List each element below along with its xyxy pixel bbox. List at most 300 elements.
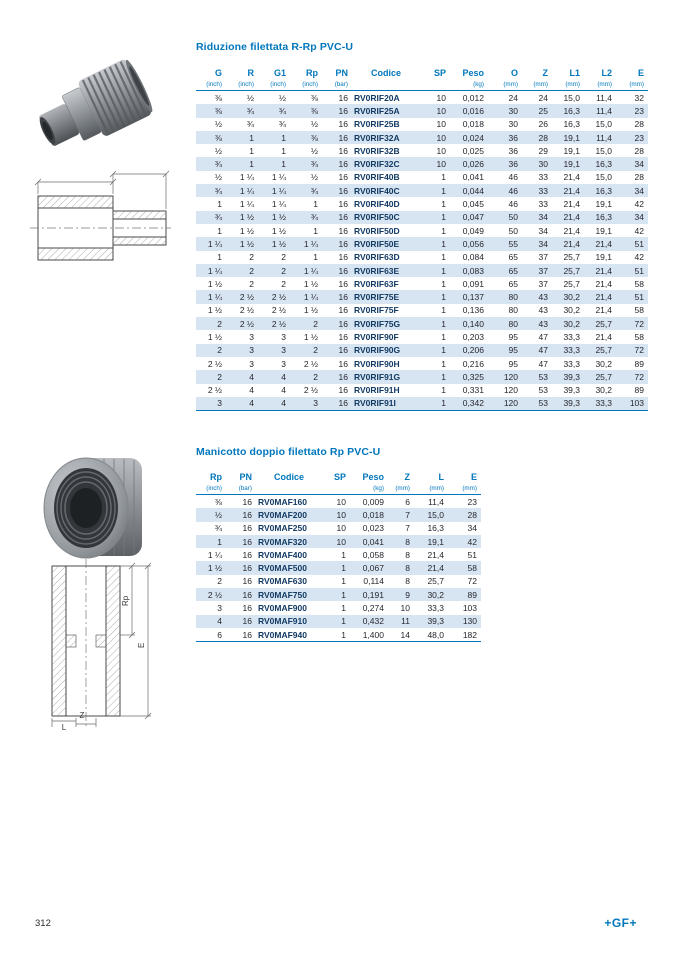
column-unit: (kg) — [450, 78, 488, 91]
value-cell: 53 — [538, 385, 548, 396]
value-cell: 4 — [249, 385, 254, 396]
value-cell: 0,067 — [362, 563, 384, 574]
column-unit — [352, 78, 422, 91]
code-cell: RV0MAF910 — [258, 616, 307, 627]
code-cell: RV0MAF500 — [258, 563, 307, 574]
value-cell: 4 — [217, 616, 222, 627]
value-cell: 1 ¼ — [207, 549, 222, 560]
value-cell: 58 — [634, 305, 644, 316]
value-cell: 19,1 — [595, 225, 612, 236]
value-cell: 16 — [338, 199, 348, 210]
value-cell: 1 — [422, 397, 450, 411]
value-cell: 0,325 — [462, 371, 484, 382]
value-cell: 11 — [401, 616, 410, 627]
value-cell: 1 ½ — [239, 238, 254, 249]
table-row — [196, 131, 648, 144]
value-cell: 16 — [338, 172, 348, 183]
value-cell: 33,3 — [563, 358, 580, 369]
value-cell: 11,4 — [428, 496, 444, 507]
value-cell: ¾ — [310, 212, 318, 223]
value-cell: 2 — [217, 318, 222, 329]
table-row — [196, 157, 648, 170]
column-header: PN — [239, 472, 252, 482]
value-cell: 1 — [441, 305, 446, 316]
value-cell: 7 — [405, 509, 410, 520]
manicotto-section-title: Manicotto doppio filettato Rp PVC-U — [196, 446, 381, 458]
column-unit: (mm) — [616, 78, 648, 91]
table-header — [196, 472, 481, 495]
value-cell: 58 — [634, 278, 644, 289]
value-cell: 3 — [281, 345, 286, 356]
value-cell: 33,3 — [563, 331, 580, 342]
column-header: R — [247, 68, 254, 78]
value-cell: 1 — [217, 199, 222, 210]
value-cell: 2 — [217, 576, 222, 587]
table-row — [196, 357, 648, 370]
value-cell: 11,4 — [596, 132, 612, 143]
value-cell: 2 ½ — [271, 305, 286, 316]
value-cell: 0,084 — [462, 252, 484, 263]
column-unit: (bar) — [226, 482, 256, 495]
value-cell: 16,3 — [595, 212, 612, 223]
value-cell: ½ — [214, 172, 222, 183]
value-cell: 28 — [467, 509, 477, 520]
value-cell: 2 — [313, 318, 318, 329]
value-cell: 21,4 — [563, 172, 580, 183]
table-row — [196, 304, 648, 317]
value-cell: 4 — [281, 385, 286, 396]
value-cell: 36 — [508, 159, 518, 170]
value-cell: 30 — [508, 119, 518, 130]
value-cell: 10 — [436, 145, 446, 156]
value-cell: 21,4 — [595, 292, 612, 303]
value-cell: 10 — [436, 132, 446, 143]
value-cell: 3 — [281, 358, 286, 369]
value-cell: 16 — [242, 523, 252, 534]
value-cell: 3 — [217, 603, 222, 614]
column-unit: (mm) — [488, 78, 522, 91]
value-cell: 182 — [448, 628, 481, 642]
value-cell: 10 — [336, 536, 346, 547]
value-cell: 25,7 — [563, 278, 580, 289]
value-cell: 1 ¼ — [303, 292, 318, 303]
value-cell: ½ — [214, 119, 222, 130]
code-cell: RV0RIF20A — [354, 92, 400, 103]
table-row — [196, 575, 481, 588]
column-unit: (mm) — [448, 482, 481, 495]
value-cell: 7 — [405, 523, 410, 534]
code-cell: RV0RIF90H — [354, 358, 400, 369]
value-cell: 16 — [338, 345, 348, 356]
table-row — [196, 628, 481, 642]
value-cell: 30,2 — [595, 358, 612, 369]
value-cell: ¾ — [214, 159, 222, 170]
value-cell: 1 ¼ — [207, 292, 222, 303]
value-cell: 25,7 — [563, 265, 580, 276]
value-cell: 53 — [538, 371, 548, 382]
code-cell: RV0RIF40B — [354, 172, 400, 183]
column-header: Rp — [306, 68, 318, 78]
value-cell: 0,140 — [462, 318, 484, 329]
value-cell: 103 — [616, 397, 648, 411]
value-cell: 0,432 — [362, 616, 384, 627]
value-cell: 2 — [249, 278, 254, 289]
value-cell: 1 — [249, 145, 254, 156]
code-cell: RV0RIF90F — [354, 331, 399, 342]
code-cell: RV0MAF750 — [258, 589, 307, 600]
value-cell: 37 — [538, 278, 548, 289]
value-cell: ⅜ — [310, 105, 318, 116]
value-cell: 39,3 — [563, 385, 580, 396]
value-cell: 32 — [634, 92, 644, 103]
value-cell: 16 — [338, 252, 348, 263]
value-cell: 1 ¼ — [303, 238, 318, 249]
value-cell: 0,342 — [450, 397, 488, 411]
value-cell: 28 — [634, 119, 644, 130]
value-cell: 95 — [508, 345, 518, 356]
value-cell: 23 — [634, 132, 644, 143]
value-cell: 16 — [338, 145, 348, 156]
value-cell: 10 — [336, 523, 346, 534]
value-cell: 8 — [405, 576, 410, 587]
value-cell: 19,1 — [563, 132, 580, 143]
value-cell: 1 — [281, 159, 286, 170]
table-row — [196, 535, 481, 548]
code-cell: RV0RIF90G — [354, 345, 401, 356]
value-cell: 16 — [242, 576, 252, 587]
table-row — [196, 317, 648, 330]
value-cell: 25,7 — [595, 345, 612, 356]
value-cell: 37 — [538, 265, 548, 276]
code-cell: RV0RIF32B — [354, 145, 400, 156]
value-cell: 16 — [338, 278, 348, 289]
value-cell: 23 — [634, 105, 644, 116]
table-row — [196, 495, 481, 509]
value-cell: 3 — [290, 397, 322, 411]
value-cell: 0,083 — [462, 265, 484, 276]
value-cell: 1 ¼ — [271, 172, 286, 183]
value-cell: 0,016 — [462, 105, 484, 116]
value-cell: 25,7 — [595, 371, 612, 382]
value-cell: 0,216 — [462, 358, 484, 369]
value-cell: 1 ¼ — [271, 185, 286, 196]
value-cell: 34 — [634, 212, 644, 223]
value-cell: 16 — [338, 385, 348, 396]
table-row — [196, 344, 648, 357]
column-unit: (mm) — [522, 78, 552, 91]
value-cell: 37 — [538, 252, 548, 263]
value-cell: 80 — [508, 305, 518, 316]
value-cell: 3 — [249, 345, 254, 356]
value-cell: 36 — [508, 145, 518, 156]
value-cell: 25,7 — [427, 576, 444, 587]
value-cell: 16,3 — [563, 105, 580, 116]
value-cell: 16 — [338, 225, 348, 236]
reducer-product-photo — [36, 50, 156, 170]
value-cell: 42 — [634, 252, 644, 263]
value-cell: ½ — [278, 92, 286, 103]
value-cell: 2 — [281, 278, 286, 289]
column-header: L1 — [569, 68, 580, 78]
table-row — [196, 184, 648, 197]
value-cell: 10 — [336, 509, 346, 520]
column-header: E — [637, 68, 644, 78]
value-cell: 120 — [503, 385, 518, 396]
table-row — [196, 237, 648, 250]
value-cell: 16 — [338, 185, 348, 196]
value-cell: 2 ½ — [271, 292, 286, 303]
column-header: L — [438, 472, 444, 482]
value-cell: 21,4 — [563, 225, 580, 236]
value-cell: 10 — [400, 603, 410, 614]
value-cell: 1 — [441, 238, 446, 249]
value-cell: 39,3 — [427, 616, 444, 627]
value-cell: 2 — [249, 265, 254, 276]
value-cell: 1 — [217, 536, 222, 547]
value-cell: 0,041 — [362, 536, 384, 547]
code-cell: RV0RIF50D — [354, 225, 400, 236]
value-cell: 28 — [634, 172, 644, 183]
code-cell: RV0RIF40D — [354, 199, 400, 210]
value-cell: 10 — [436, 92, 446, 103]
value-cell: 0,203 — [462, 331, 484, 342]
value-cell: 16 — [338, 292, 348, 303]
value-cell: ⅜ — [310, 92, 318, 103]
value-cell: 0,274 — [362, 603, 384, 614]
value-cell: 0,056 — [462, 238, 484, 249]
value-cell: 30,2 — [563, 305, 580, 316]
value-cell: 0,041 — [462, 172, 484, 183]
value-cell: ½ — [246, 92, 254, 103]
value-cell: 16 — [338, 132, 348, 143]
value-cell: 3 — [281, 331, 286, 342]
value-cell: 16 — [242, 616, 252, 627]
value-cell: 1 — [441, 292, 446, 303]
value-cell: 16 — [338, 159, 348, 170]
value-cell: 1 ¼ — [207, 265, 222, 276]
value-cell: 0,191 — [362, 589, 384, 600]
value-cell: 0,025 — [462, 145, 484, 156]
value-cell: 24 — [508, 92, 518, 103]
socket-product-photo — [40, 448, 155, 573]
dim-label-z: Z — [79, 711, 85, 720]
value-cell: 1 — [313, 252, 318, 263]
value-cell: 21,4 — [563, 238, 580, 249]
value-cell: 1 — [441, 385, 446, 396]
value-cell: 1 — [217, 252, 222, 263]
value-cell: 1 ¼ — [239, 185, 254, 196]
value-cell: 36 — [508, 132, 518, 143]
table-row — [196, 508, 481, 521]
column-header: Z — [404, 472, 410, 482]
value-cell: ¾ — [214, 212, 222, 223]
value-cell: 2 ½ — [271, 318, 286, 329]
value-cell: 89 — [467, 589, 477, 600]
value-cell: 19,1 — [563, 159, 580, 170]
table-row — [196, 264, 648, 277]
value-cell: 0,049 — [462, 225, 484, 236]
value-cell: 1 — [441, 225, 446, 236]
column-unit: (inch) — [196, 482, 226, 495]
value-cell: 21,4 — [595, 238, 612, 249]
code-cell: RV0RIF50C — [354, 212, 400, 223]
value-cell: 120 — [488, 397, 522, 411]
riduzione-section-title: Riduzione filettata R-Rp PVC-U — [196, 41, 353, 53]
value-cell: 2 ½ — [239, 292, 254, 303]
value-cell: 80 — [508, 292, 518, 303]
value-cell: 0,206 — [462, 345, 484, 356]
value-cell: 25,7 — [563, 252, 580, 263]
value-cell: 2 — [249, 252, 254, 263]
value-cell: 16 — [242, 496, 252, 507]
column-header: O — [510, 68, 518, 78]
code-cell: RV0RIF63D — [354, 252, 400, 263]
value-cell: 8 — [405, 536, 410, 547]
value-cell: 16 — [338, 92, 348, 103]
value-cell: 1 — [341, 563, 346, 574]
value-cell: 16,3 — [427, 523, 444, 534]
table-row — [196, 118, 648, 131]
value-cell: 0,023 — [362, 523, 384, 534]
value-cell: 1 ½ — [207, 278, 222, 289]
value-cell: 8 — [405, 549, 410, 560]
value-cell: 1 — [313, 199, 318, 210]
value-cell: 10 — [436, 119, 446, 130]
value-cell: 1 ½ — [303, 331, 318, 342]
value-cell: 1 ½ — [303, 278, 318, 289]
table-row — [196, 251, 648, 264]
value-cell: 33,3 — [427, 603, 444, 614]
value-cell: 42 — [634, 199, 644, 210]
value-cell: 8 — [405, 563, 410, 574]
code-cell: RV0RIF75G — [354, 318, 401, 329]
column-unit — [256, 482, 324, 495]
value-cell: 1 — [341, 589, 346, 600]
value-cell: ¾ — [310, 185, 318, 196]
value-cell: 55 — [508, 238, 518, 249]
value-cell: 30,2 — [595, 385, 612, 396]
table-body — [196, 91, 648, 411]
value-cell: 2 — [281, 265, 286, 276]
value-cell: 4 — [226, 397, 258, 411]
value-cell: 72 — [467, 576, 477, 587]
value-cell: 2 ½ — [303, 358, 318, 369]
value-cell: 1 — [341, 603, 346, 614]
table-row — [196, 224, 648, 237]
value-cell: 1 — [249, 159, 254, 170]
column-unit: (inch) — [290, 78, 322, 91]
value-cell: 16,3 — [595, 185, 612, 196]
value-cell: 39,3 — [552, 397, 584, 411]
value-cell: 58 — [467, 563, 477, 574]
value-cell: 103 — [462, 603, 477, 614]
value-cell: 16 — [242, 549, 252, 560]
value-cell: 10 — [436, 105, 446, 116]
value-cell: 130 — [462, 616, 477, 627]
value-cell: 2 — [281, 252, 286, 263]
column-header: G1 — [273, 68, 286, 78]
value-cell: 33,3 — [584, 397, 616, 411]
value-cell: 16 — [242, 603, 252, 614]
value-cell: 16 — [338, 105, 348, 116]
value-cell: 1 — [341, 549, 346, 560]
value-cell: 11,4 — [596, 105, 612, 116]
value-cell: 30 — [538, 159, 548, 170]
manicotto-doppio-table — [196, 472, 477, 642]
value-cell: 43 — [538, 318, 548, 329]
value-cell: 2 ½ — [207, 358, 222, 369]
value-cell: 0,018 — [362, 509, 384, 520]
value-cell: 0,045 — [462, 199, 484, 210]
riduzione-filettata-table — [196, 68, 644, 411]
value-cell: 15,0 — [595, 119, 612, 130]
table-row — [196, 522, 481, 535]
column-unit: (mm) — [388, 482, 414, 495]
code-cell: RV0RIF91I — [352, 397, 422, 411]
value-cell: 16 — [338, 331, 348, 342]
value-cell: ¾ — [310, 159, 318, 170]
table-row — [196, 330, 648, 343]
value-cell: 1 — [341, 576, 346, 587]
value-cell: 15,0 — [427, 509, 444, 520]
value-cell: 1 — [441, 185, 446, 196]
value-cell: 23 — [467, 496, 477, 507]
value-cell: 47 — [538, 345, 548, 356]
code-cell: RV0MAF900 — [258, 603, 307, 614]
value-cell: 16 — [242, 589, 252, 600]
value-cell: 33 — [538, 199, 548, 210]
code-cell: RV0MAF160 — [258, 496, 307, 507]
value-cell: 42 — [467, 536, 477, 547]
value-cell: 1 — [324, 628, 350, 642]
gf-brand-logo: +GF+ — [604, 916, 637, 930]
value-cell: 47 — [538, 331, 548, 342]
value-cell: 0,114 — [363, 576, 384, 587]
value-cell: 33 — [538, 185, 548, 196]
code-cell: RV0RIF91H — [354, 385, 400, 396]
value-cell: 0,091 — [462, 278, 484, 289]
value-cell: 28 — [538, 132, 548, 143]
value-cell: 16 — [242, 536, 252, 547]
value-cell: 1 — [441, 358, 446, 369]
value-cell: 34 — [634, 159, 644, 170]
value-cell: 34 — [467, 523, 477, 534]
value-cell: 21,4 — [563, 199, 580, 210]
value-cell: 30,2 — [563, 318, 580, 329]
value-cell: 16,3 — [595, 159, 612, 170]
value-cell: 21,4 — [563, 212, 580, 223]
value-cell: 15,0 — [595, 145, 612, 156]
value-cell: 0,058 — [362, 549, 384, 560]
value-cell: ¾ — [278, 119, 286, 130]
value-cell: 51 — [634, 265, 644, 276]
code-cell: RV0RIF91G — [354, 371, 401, 382]
value-cell: 19,1 — [427, 536, 444, 547]
value-cell: ¾ — [278, 105, 286, 116]
value-cell: 33 — [538, 172, 548, 183]
value-cell: 1 ½ — [239, 225, 254, 236]
value-cell: 1 ¼ — [207, 238, 222, 249]
value-cell: 16 — [338, 238, 348, 249]
table-row — [196, 588, 481, 601]
value-cell: 47 — [538, 358, 548, 369]
value-cell: 2 — [217, 345, 222, 356]
value-cell: 72 — [634, 371, 644, 382]
value-cell: 21,4 — [427, 563, 444, 574]
value-cell: 1 ½ — [207, 563, 222, 574]
column-header: L2 — [601, 68, 612, 78]
value-cell: 1 — [441, 265, 446, 276]
